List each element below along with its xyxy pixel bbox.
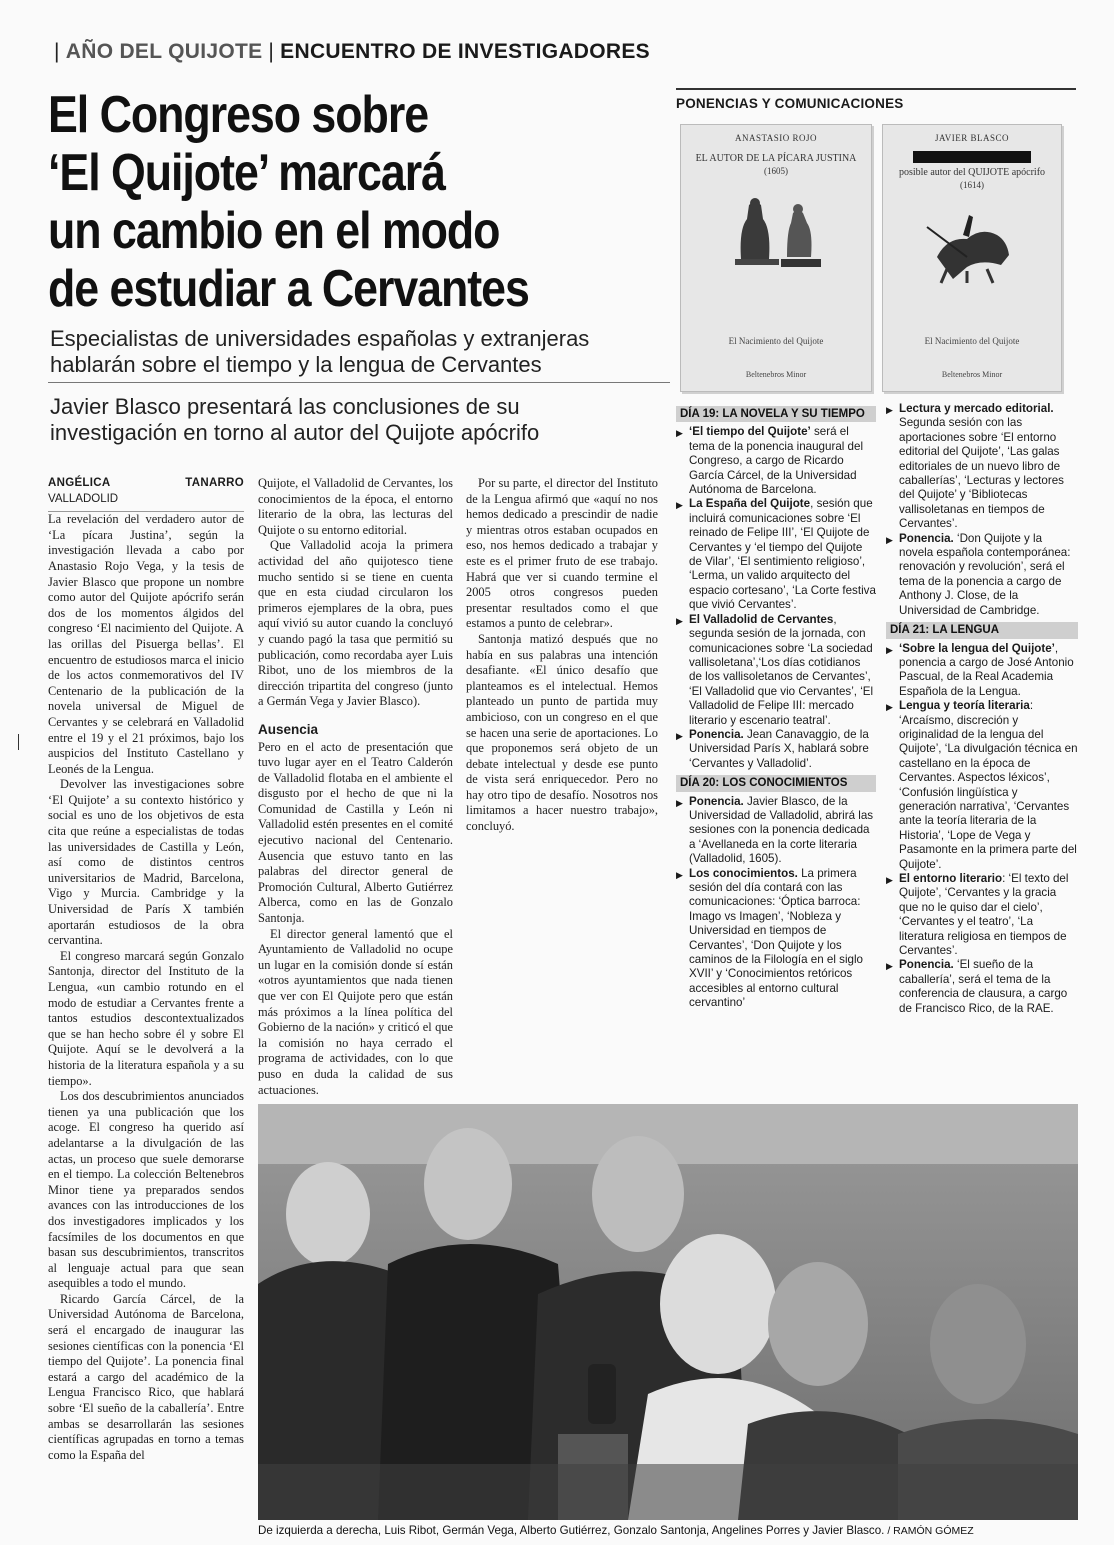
day-heading: DÍA 21: LA LENGUA: [886, 622, 1078, 638]
body-paragraph: Ricardo García Cárcel, de la Universidad Autónoma de Barcelona, será el encargado de inaugurar las sesiones científicas con la ponencia ‘El tiempo del Quijote’. La ponencia final estará a cargo del académico de la Lengua Francisco Rico, que hablará sobre ‘El sueño de la caballería’. Entre ambas se desarrollarán las sesiones científicas agrupadas en torno a temas como la España del: [48, 1291, 244, 1462]
agenda-item: [886, 699, 1078, 872]
agenda-item: [886, 402, 1078, 532]
byline-author: ANGÉLICA TANARRO: [48, 477, 244, 489]
agenda-item-text: : ‘El texto del Quijote’, ‘Cervantes y la gracia que no le quiso dar el cielo’, ‘Cervantes y el teatro’, ‘La literatura religiosa en tiempos de Cervantes’.: [899, 872, 1069, 958]
body-column-3: [466, 476, 658, 972]
agenda-item-text: Javier Blasco, de la Universidad de Valladolid, abrirá las sesiones con la ponencia dedicada a ‘Avellaneda en la corte literaria (Valladolid, 1605).: [689, 794, 874, 866]
agenda-item: [676, 497, 876, 612]
agenda-item-title: La España del Quijote: [689, 497, 811, 511]
agenda-item-title: El Valladolid de Cervantes: [689, 612, 834, 626]
agenda-item-text: ‘Don Quijote y la novela española contemporánea: renovación y revolución’, será el tema de la ponencia a cargo de Anthony J. Close, de la Universidad de Cambridge.: [899, 531, 1071, 617]
body-paragraph: Quijote, el Valladolid de Cervantes, los conocimientos de la época, el entorno literario de la obra, las lecturas del Quijote o su entorno editorial.: [258, 476, 453, 537]
body-paragraph: El congreso marcará según Gonzalo Santonja, director del Instituto de la Lengua, «un cambio rotundo en el modo de estudiar a Cervantes frente a tantos estudios descontextualizados que se han hecho sobre él y sobre El Quijote. Aquí se le devolverá a la historia de la literatura española y a su tiempo».: [48, 948, 244, 1088]
agenda-item-text: ‘El sueño de la caballería’, será el tema de la conferencia de clausura, a cargo de Francisco Rico, de la RAE.: [899, 958, 1068, 1015]
body-paragraph: Los dos descubrimientos anunciados tienen ya una publicación que los acoge. El congreso ha querido así adelantarse a la divulgación de las actas, un proceso que suele demorarse en el tiempo. La colección Beltenebros Minor tiene ya preparados sendos avances con las introducciones de los dos investigadores implicados y los facsímiles de los documentos en que basan sus descubrimientos, transcritos al lenguaje actual para que sean asequibles a todo el mundo.: [48, 1089, 244, 1291]
agenda-item-text: , sesión que incluirá comunicaciones sobre ‘El reinado de Felipe III’, ‘El Quijote de Cervantes y ‘el tiempo del Quijote de Vilar’, ‘El sentimiento religioso’, ‘Lerma, un valido arquitecto del espacio cortesano’, ‘La Corte festiva que vivió Cervantes’.: [689, 497, 876, 612]
agenda-item: [676, 425, 876, 497]
engraving-figures-icon: [721, 195, 831, 285]
cover-author: ANASTASIO ROJO: [734, 133, 818, 143]
day-heading: DÍA 20: LOS CONOCIMIENTOS: [676, 775, 876, 791]
cover-title-text: posible autor del QUIJOTE apócrifo: [898, 167, 1046, 178]
photo-credit: / RAMÓN GÓMEZ: [884, 1525, 974, 1537]
headline-line: El Congreso sobre: [48, 86, 429, 144]
agenda-item-text: Segunda sesión con las aportaciones sobre ‘El entorno editorial del Quijote’, ‘Las galas editoriales de un nuevo libro de caballerías’, ‘Lecturas y lectores del Quijote’ y ‘Bibliotecas vallisoletanas en tiempos de Cervantes’.: [899, 416, 1064, 531]
body-paragraph: Devolver las investigaciones sobre ‘El Quijote’ a su contexto histórico y social es uno de los objetivos de esta cita que reúne a especialistas de todas las universidades de Castilla y León, así como de distintos centros universitarios de Madrid, Barcelona, Vigo y Murcia. Cambridge y la Universidad de París X también aportarán estudiosos de la obra cervantina.: [48, 777, 244, 948]
cover-publisher: Beltenebros Minor: [941, 370, 1003, 379]
deck-primary: Especialistas de universidades españolas y extranjeras hablarán sobre el tiempo y la lengua de Cervantes: [50, 326, 590, 377]
body-column-2: [258, 476, 453, 1097]
kicker-topic: ENCUENTRO DE INVESTIGADORES: [280, 40, 650, 63]
agenda-column-1: [676, 402, 876, 1011]
redaction-bar: [913, 151, 1031, 163]
cover-title-text: EL AUTOR DE LA PÍCARA JUSTINA: [695, 153, 857, 164]
book-cover: [882, 124, 1062, 392]
agenda-item-text: Jean Canavaggio, de la Universidad París X, hablará sobre ‘Cervantes y Valladolid’.: [689, 727, 869, 770]
agenda-item-title: Ponencia.: [689, 794, 744, 808]
day-heading: DÍA 19: LA NOVELA Y SU TIEMPO: [676, 406, 876, 422]
agenda-item-text: , ponencia a cargo de José Antonio Pascual, de la Real Academia Española de la Lengua.: [899, 641, 1074, 698]
kicker-section: AÑO DEL QUIJOTE: [65, 40, 263, 63]
body-paragraph: Santonja matizó después que no había en sus palabras una intención desafiante. «El único desafío que planteamos es el intelectual. Hemos planteado un punto de partida muy ambicioso, con un congreso en el que se hacen una serie de aportaciones. Lo que proponemos será objeto de un debate intelectual y desde ese punto de vista será enriquecedor. Pero no hay otro tipo de desafío. Nosotros nos limitamos a hacer nuestro trabajo», concluyó.: [466, 631, 658, 834]
agenda-item-title: Ponencia.: [899, 531, 954, 545]
agenda-item: [886, 958, 1078, 1016]
agenda-item: [886, 532, 1078, 618]
agenda-item: [886, 872, 1078, 958]
headline-line: de estudiar a Cervantes: [48, 260, 529, 318]
section-kicker: | AÑO DEL QUIJOTE | ENCUENTRO DE INVESTIGADORES: [54, 40, 650, 63]
agenda-item: [676, 728, 876, 771]
agenda-item-text: será el tema de la ponencia inaugural del Congreso, a cargo de Ricardo García Cárcel, de la Universidad Autónoma de Barcelona.: [689, 425, 864, 497]
cover-publisher: Beltenebros Minor: [745, 370, 807, 379]
photo-caption: [258, 1524, 1078, 1537]
cover-year: (1614): [960, 180, 984, 190]
agenda-item-text: : ‘Arcaísmo, discreción y originalidad de la lengua del Quijote’, ‘La divulgación técnica en castellano en la época de Cervantes. Aspectos léxicos’, ‘Confusión lingüística y generación narrativa’, ‘Cervantes ante la teoría literaria de la Historia’, ‘Lope de Vega y Pasamonte en la primera parte del Quijote’.: [899, 699, 1078, 871]
subhead: Ausencia: [258, 721, 319, 737]
agenda-item-title: Lengua y teoría literaria: [899, 699, 1030, 713]
cover-author: JAVIER BLASCO: [934, 133, 1010, 143]
agenda-item-title: Los conocimientos.: [689, 866, 798, 880]
agenda-item: [676, 613, 876, 728]
cover-subtitle: El Nacimiento del Quijote: [728, 336, 824, 346]
deck-divider: [48, 382, 670, 383]
book-cover: [680, 124, 872, 392]
body-paragraph: El director general lamentó que el Ayuntamiento de Valladolid no ocupe un lugar en la comisión donde sí están «otros ayuntamientos que nada tienen que ver con El Quijote pero que están más próximos a la línea política del Gobierno de la nación» y criticó el que la comisión no haya cerrado el programa de actividades, con lo que puso en duda la calidad de sus actuaciones.: [258, 926, 453, 1097]
agenda-item-title: El entorno literario: [899, 872, 1003, 885]
agenda-item: [886, 642, 1078, 700]
headline: [48, 86, 581, 318]
sidebar-covers: [676, 88, 1076, 398]
body-paragraph: Por su parte, el director del Instituto de la Lengua afirmó que «aquí no nos hemos dedicado a prescindir de nadie y mientras otros estaban ocupados en eso, nos hemos dedicado a trabajar y este es el primer fruto de ese trabajo. Habrá que ver si cuando termine el 2005 otros congresos pueden presentar resultados como el que estamos a punto de celebrar».: [466, 476, 658, 631]
agenda-item-title: ‘Sobre la lengua del Quijote’: [899, 641, 1055, 655]
agenda-item: [676, 795, 876, 867]
deck-secondary: Javier Blasco presentará las conclusiones de su investigación en torno al autor del Quijote apócrifo: [50, 394, 540, 445]
headline-line: ‘El Quijote’ marcará: [48, 144, 445, 202]
agenda-item-title: ‘El tiempo del Quijote’: [689, 425, 811, 439]
caption-text: De izquierda a derecha, Luis Ribot, Germán Vega, Alberto Gutiérrez, Gonzalo Santonja, Angelines Porres y Javier Blasco.: [258, 1524, 885, 1537]
byline-place: VALLADOLID: [48, 492, 119, 505]
press-conference-photo: [258, 1104, 1078, 1520]
press-photo: [258, 1104, 1078, 1520]
body-paragraph: Pero en el acto de presentación que tuvo lugar ayer en el Teatro Calderón de Valladolid flotaba en el ambiente el disgusto por el hecho de que ni la Comunidad de Castilla y León ni Valladolid estén presentes en el comité ejecutivo nacional del Centenario. Ausencia que estuvo tanto en las palabras del director general de Promoción Cultural, Alberto Gutiérrez Alberca, como en las de Gonzalo Santonja.: [258, 739, 453, 926]
agenda-item-title: Ponencia.: [689, 727, 744, 741]
knight-engraving-icon: [917, 207, 1027, 287]
body-paragraph: Que Valladolid acoja la primera actividad del año quijotesco tiene mucho sentido si se tiene en cuenta que en esta ciudad circularon los primeros ejemplares de la obra, pues aquí vivió su autor cuando la concluyó y cuando pagó la tasa que permitió su publicación, como recordaba ayer Luis Ribot, uno de los miembros de la dirección tripartita del congreso (junto a Germán Vega y Javier Blasco).: [258, 538, 453, 709]
cover-title: [889, 167, 1055, 191]
cover-title: [687, 153, 865, 177]
sidebar-title: PONENCIAS Y COMUNICACIONES: [676, 96, 904, 111]
cover-subtitle: El Nacimiento del Quijote: [924, 336, 1020, 346]
agenda-item-title: Ponencia.: [899, 958, 954, 972]
margin-mark: [18, 734, 19, 750]
headline-line: un cambio en el modo: [48, 202, 500, 260]
agenda-item-title: Lectura y mercado editorial.: [899, 402, 1054, 415]
agenda-column-2: [886, 402, 1078, 1016]
agenda-item-text: La primera sesión del día contará con las comunicaciones: ‘Óptica barroca: Imago vs Imagen’, ‘Nobleza y Universidad en tiempos de Cervantes’, ‘Don Quijote y los caminos de la Filología en el siglo XVII’ y ‘Conocimientos retóricos accesibles al entorno cultural cervantino’: [689, 866, 864, 1010]
agenda-item-text: , segunda sesión de la jornada, con comunicaciones sobre ‘La sociedad vallisoletana’,‘Los días cotidianos de los vallisoletanos de Cervantes’, ‘El Valladolid que vio Cervantes’, ‘El Valladolid de Felipe III: mercado literario y escenario teatral’.: [689, 612, 874, 727]
body-paragraph: La revelación del verdadero autor de ‘La pícara Justina’, según la investigación llevada a cabo por Anastasio Rojo Vega, y la tesis de Javier Blasco que propone un nombre como autor del Quijote apócrifo serán dos de los momentos álgidos del congreso ‘El nacimiento del Quijote. A las orillas del Pisuerga bellas’. El encuentro de estudiosos marca el inicio de los actos conmemorativos del IV Centenario de la publicación de la novela universal de Miguel de Cervantes y se celebrará en Valladolid entre el 19 y el 21 próximos, bajo los auspicios del Instituto Castellano y Leonés de la Lengua.: [48, 512, 244, 776]
agenda-item: [676, 867, 876, 1011]
body-column-1: [48, 476, 244, 1502]
byline: [48, 476, 244, 512]
cover-year: (1605): [764, 166, 788, 176]
